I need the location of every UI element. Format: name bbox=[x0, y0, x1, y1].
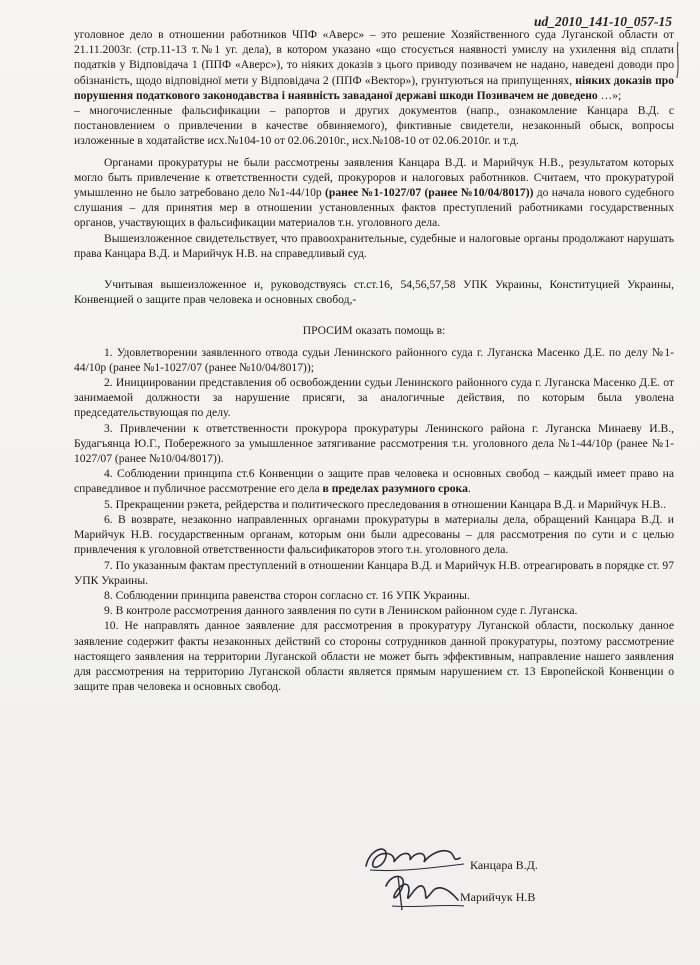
paragraph-prosecution bbox=[74, 155, 674, 231]
text-span: уголовное дело в отношении работников ЧПФ «Аверс» – это решение Хозяйственного суда Луганской области от 21.11.2003г. (стр.11-13 т.№1 уг. дела), в котором указано «що стосується наявності умислу на ухилення від сплати податків у Відповідача 1 (ППФ «Аверс»), то ніяких доказів з цього приводу позивачем не надано, наведені доводи про обізнаність, щодо відповідної мети у Відповідача 2 (ППФ «Вектор»), грунтуються на припущеннях, bbox=[74, 28, 674, 87]
paragraph-court-decision bbox=[74, 27, 674, 103]
text-span: Органами прокуратуры не были рассмотрены заявления Канцара В.Д. и Марийчук Н.В., результатом которых могло быть привлечение к ответственности судей, прокуроров и налоговых работников. Считаем, что прокуратурой умышленно не было затребовано дело №1-44/10р bbox=[74, 155, 674, 200]
paragraph-falsifications: – многочисленные фальсификации – рапортов и других документов (напр., ознакомление Канцара В.Д. с постановлением о привлечении в качестве обвиняемого), фиктивные свидетели, незаконный обыск, вопросы изложенные в ходатайстве исх.№104-10 от 02.06.2010г., исх.№108-10 от 02.06.2010г. и т.д. bbox=[74, 104, 674, 148]
signer-1-name: Канцара В.Д. bbox=[470, 858, 538, 872]
request-item-7: 7. По указанным фактам преступлений в отношении Канцара В.Д. и Марийчук Н.В. отреагировать в порядке ст. 97 УПК Украины. bbox=[74, 558, 674, 587]
signature-block bbox=[360, 838, 680, 918]
bold-quote: ніяких доказів про порушення податкового законодавства і наявність заваданої державі шкоди Позивачем не доведено bbox=[74, 73, 674, 102]
request-item-8: 8. Соблюдении принципа равенства сторон согласно ст. 16 УПК Украины. bbox=[104, 588, 470, 602]
document-body bbox=[74, 27, 674, 694]
case-number-bold: (ранее №1-1027/07 (ранее №10/04/8017)) bbox=[325, 186, 534, 200]
paragraph-conclusion: Вышеизложенное свидетельствует, что правоохранительные, судебные и налоговые органы продолжают нарушать права Канцара В.Д. и Марийчук Н.В. на справедливый суд. bbox=[74, 231, 674, 260]
bold-phrase: в пределах разумного срока bbox=[322, 482, 468, 496]
request-item-9: 9. В контроле рассмотрения данного заявления по сути в Ленинском районном суде г. Луганска. bbox=[104, 604, 578, 618]
text-span: до начала нового судебного слушания – для принятия мер в отношении установленных фактов преступлений работниками государственных органов, участвующих в фальсификации материалов т.н. уголовного дела. bbox=[74, 186, 674, 230]
request-item-3: 3. Привлечении к ответственности прокурора прокуратуры Ленинского района г. Луганска Минаеву И.В., Будагъянца Ю.Г., Побережного за умышленное затягивание рассмотрения т.н. уголовного дела №1-44/10р (ранее №1-1027/07 (ранее №10/04/8017)). bbox=[74, 421, 674, 466]
document-id: ud_2010_141-10_057-15 bbox=[534, 14, 672, 29]
request-item-10: 10. Не направлять данное заявление для рассмотрения в прокуратуру Луганской области, поскольку данное заявление содержит факты незаконных действий со стороны сотрудников данной прокуратуры, поэтому рассмотрение настоящего заявления на территории Луганской области не может быть эффективным, направление нашего заявления для рассмотрения на территорию Луганской области является прямым нарушением ст. 13 Европейской Конвенции о защите прав человека и основных свобод. bbox=[74, 619, 674, 694]
paragraph-legal-basis: Учитывая вышеизложенное и, руководствуясь ст.ст.16, 54,56,57,58 УПК Украины, Конституцией Украины, Конвенцией о защите прав человека и основных свобод,- bbox=[74, 278, 674, 307]
request-item-4 bbox=[74, 466, 674, 496]
request-item-2: 2. Инициировании представления об освобождении судьи Ленинского районного суда г. Луганска Масенко Д.Е. от занимаемой должности за нарушение присяги, за аналогичные действия, по которым была уволена председательствующая по делу. bbox=[74, 376, 674, 420]
text-span: …»; bbox=[597, 88, 622, 102]
signer-2-name: Марийчук Н.В bbox=[460, 890, 536, 904]
request-item-6: 6. В возврате, незаконно направленных органами прокуратуры в материалы дела, обращений Канцара В.Д. и Марийчук Н.В. государственным органам, которым они были адресованы – для рассмотрения по сути и с целью привлечения к уголовной ответственности фальсификаторов этого т.н. уголовного дела. bbox=[74, 512, 674, 557]
text-span: 4. Соблюдении принципа ст.6 Конвенции о защите прав человека и основных свобод – каждый имеет право на справедливое и публичное рассмотрение его дела bbox=[74, 467, 674, 496]
text-span: . bbox=[467, 482, 471, 496]
signature-2-image bbox=[378, 866, 468, 914]
request-item-1: 1. Удовлетворении заявленного отвода судьи Ленинского районного суда г. Луганска Масенко Д.Е. по делу №1-44/10р (ранее №1-1027/07 (ранее №10/04/8017)); bbox=[74, 345, 674, 374]
request-heading: ПРОСИМ оказать помощь в: bbox=[302, 324, 446, 338]
request-item-5: 5. Прекращении рэкета, рейдерства и политического преследования в отношении Канцара В.Д. и Марийчук Н.В.. bbox=[104, 497, 666, 511]
pen-mark-icon bbox=[672, 40, 684, 80]
